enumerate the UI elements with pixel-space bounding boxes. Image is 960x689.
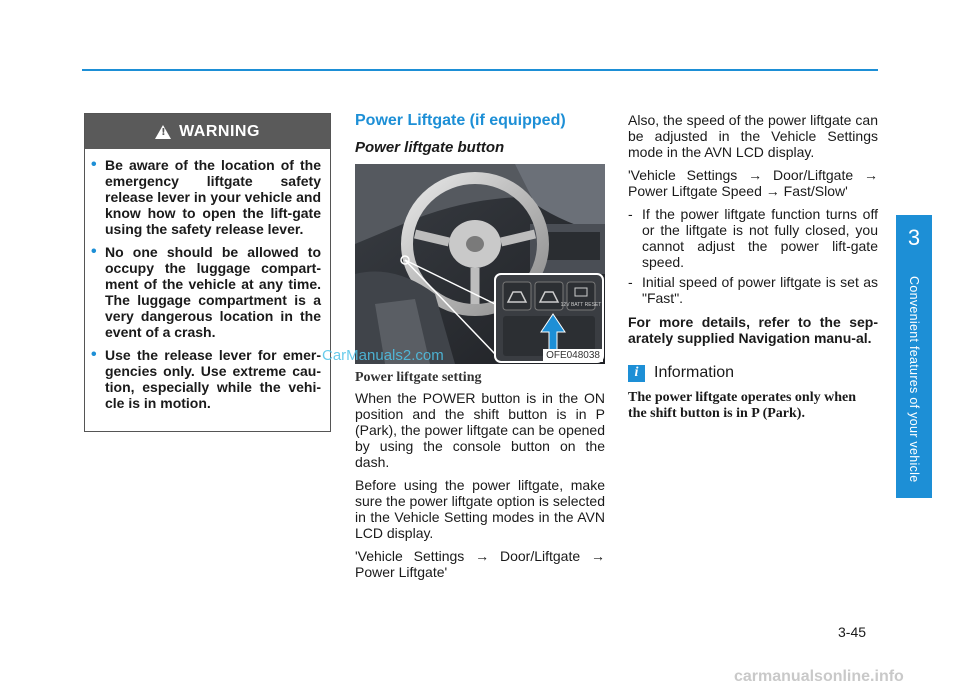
chapter-side-tab	[896, 215, 932, 498]
top-rule	[82, 69, 878, 71]
page-number: 3-45	[838, 624, 867, 640]
warning-list	[85, 149, 330, 411]
chapter-number: 3	[907, 225, 921, 250]
bullet-icon: •	[91, 156, 97, 173]
information-text: The power liftgate operates only when the shift button is in P (Park).	[628, 390, 856, 421]
bullet-icon: •	[91, 243, 97, 260]
section-title: Power Liftgate (if equipped)	[355, 112, 566, 129]
warning-item: • No one should be allowed to occupy the luggage compart-ment of the vehicle at any time. The luggage compartment is a very dangerous location in the event of a crash.	[91, 243, 321, 340]
warning-item: • Be aware of the location of the emergency liftgate safety release lever in your vehicle and know how to open the lift-gate using the safety release lever.	[91, 156, 321, 237]
chapter-title: Convenient features of your vehicle	[907, 275, 921, 483]
warning-item: • Use the release lever for emer-gencies only. Use extreme cau-tion, especially while the vehi-cle is in motion.	[91, 346, 321, 411]
dashboard-figure	[355, 164, 605, 364]
bullet-icon: •	[91, 346, 97, 363]
watermark: CarManuals2.com	[322, 347, 444, 364]
figure-label: OFE048038	[543, 349, 603, 362]
info-icon: i	[628, 365, 645, 382]
subsection-title: Power liftgate button	[355, 139, 505, 156]
information-header	[628, 364, 878, 382]
figure-button-text: 12V BATT RESET	[560, 302, 602, 308]
paragraph: Also, the speed of the power liftgate can be adjusted in the Vehicle Settings mode in the AVN LCD display.	[628, 112, 878, 160]
right-column	[628, 112, 878, 422]
footer-watermark: carmanualsonline.info	[734, 668, 904, 685]
warning-box	[84, 113, 331, 432]
list-item: - Initial speed of power liftgate is set as "Fast".	[628, 274, 878, 306]
information-title: Information	[654, 364, 735, 381]
dashboard-illustration	[355, 164, 605, 364]
warning-header	[85, 114, 330, 149]
dash-list	[628, 206, 878, 306]
navigation-note: For more details, refer to the sep-arately supplied Navigation manu-al.	[628, 314, 878, 346]
list-item: - If the power liftgate function turns off or the liftgate is not fully closed, you cannot adjust the power lift-gate speed.	[628, 206, 878, 270]
paragraph: 'Vehicle Settings → Door/Liftgate → Power Liftgate'	[355, 548, 605, 580]
setting-heading: Power liftgate setting	[355, 370, 482, 385]
paragraph: 'Vehicle Settings → Door/Liftgate → Power Liftgate Speed → Fast/Slow'	[628, 167, 878, 199]
warning-triangle-icon	[155, 125, 171, 139]
paragraph: Before using the power liftgate, make sure the power liftgate option is selected in the Vehicle Setting modes in the AVN LCD display.	[355, 477, 605, 541]
warning-title: WARNING	[179, 122, 260, 140]
paragraph: When the POWER button is in the ON position and the shift button is in P (Park), the power liftgate can be opened by using the console button on the dash.	[355, 390, 605, 470]
